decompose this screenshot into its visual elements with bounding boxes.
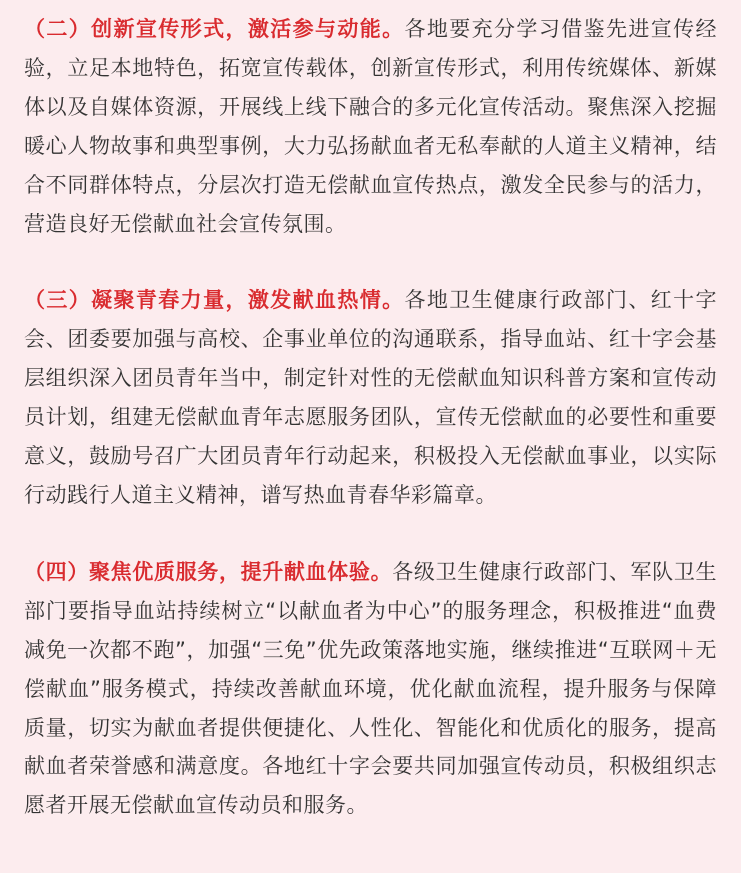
section-2-heading: （二）创新宣传形式，激活参与动能。	[24, 17, 405, 41]
section-4-heading: （四）聚焦优质服务，提升献血体验。	[24, 559, 393, 584]
section-3-heading: （三）凝聚青春力量，激发献血热情。	[24, 288, 405, 313]
section-4-body: 各级卫生健康行政部门、军队卫生部门要指导血站持续树立“以献血者为中心”的服务理念，积极推进“血费减免一次都不跑”，加强“三免”优先政策落地实施，继续推进“互联网＋无偿献血”服务模式，持续改善献血环境，优化献血流程，提升服务与保障质量，切实为献血者提供便捷化、人性化、智能化和优质化的服务，提高献血者荣誉感和满意度。各地红十字会要共同加强宣传动员，积极组织志愿者开展无偿献血宣传动员和服务。	[24, 559, 718, 818]
section-3-body: 各地卫生健康行政部门、红十字会、团委要加强与高校、企事业单位的沟通联系，指导血站、红十字会基层组织深入团员青年当中，制定针对性的无偿献血知识科普方案和宣传动员计划，组建无偿献血青年志愿服务团队，宣传无偿献血的必要性和重要意义，鼓励号召广大团员青年行动起来，积极投入无偿献血事业，以实际行动践行人道主义精神，谱写热血青春华彩篇章。	[24, 288, 717, 507]
section-2-paragraph	[24, 10, 717, 243]
section-2-body: 各地要充分学习借鉴先进宣传经验，立足本地特色，拓宽宣传载体，创新宣传形式，利用传统媒体、新媒体以及自媒体资源，开展线上线下融合的多元化宣传活动。聚焦深入挖掘暖心人物故事和典型事例，大力弘扬献血者无私奉献的人道主义精神，结合不同群体特点，分层次打造无偿献血宣传热点，激发全民参与的活力，营造良好无偿献血社会宣传氛围。	[24, 17, 717, 236]
section-4-paragraph	[24, 553, 717, 825]
section-3-paragraph	[24, 281, 717, 514]
